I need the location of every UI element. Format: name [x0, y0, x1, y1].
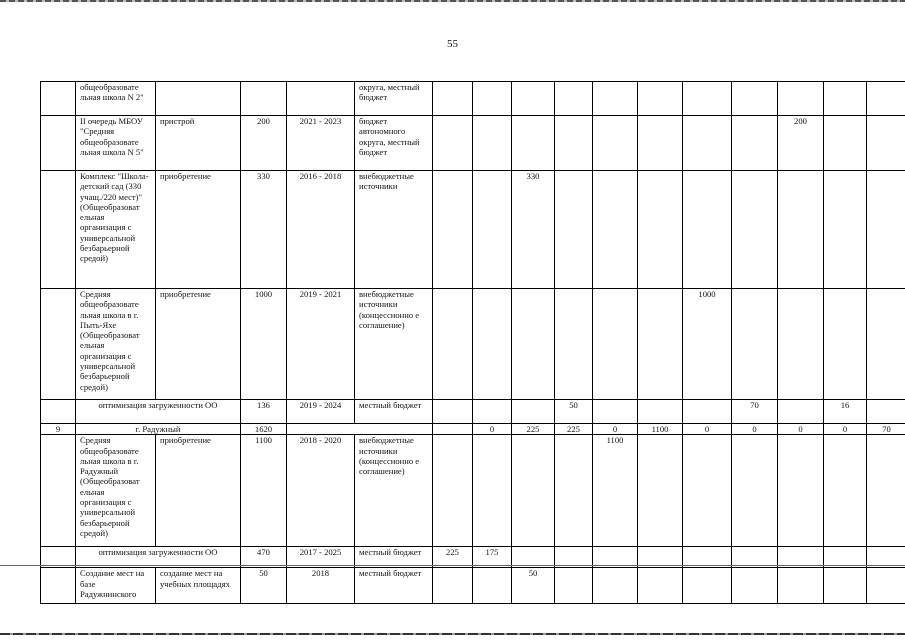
funding-source-cell: местный бюджет [355, 568, 433, 604]
value-cell [824, 289, 867, 400]
table-row [41, 289, 905, 400]
value-cell [732, 289, 778, 400]
object-name-cell: Создание мест на базе Радужнинского [76, 568, 156, 604]
value-cell [778, 400, 824, 424]
value-cell [638, 400, 683, 424]
value-cell: 0 [593, 424, 638, 435]
city-name-cell: г. Радужный [76, 424, 241, 435]
value-cell: 50 [512, 568, 555, 604]
value-cell: 225 [512, 424, 555, 435]
value-cell [824, 116, 867, 171]
period-cell: 2018 [287, 568, 355, 604]
value-cell [732, 171, 778, 289]
value-cell [512, 435, 555, 547]
period-cell: 2021 - 2023 [287, 116, 355, 171]
value-cell: 330 [512, 171, 555, 289]
work-type-cell: приобретение [156, 435, 241, 547]
value-cell: 225 [555, 424, 593, 435]
value-cell: 0 [824, 424, 867, 435]
value-cell [512, 400, 555, 424]
value-cell [683, 171, 732, 289]
funding-source-cell: бюджет автономного округа, местный бюджет [355, 116, 433, 171]
value-cell [473, 171, 512, 289]
period-cell: 2016 - 2018 [287, 171, 355, 289]
value-cell: 0 [683, 424, 732, 435]
table-row [41, 116, 905, 171]
value-cell [638, 171, 683, 289]
value-cell [433, 435, 473, 547]
summary-label-cell: оптимизация загруженности ОО [76, 400, 241, 424]
value-cell: 50 [555, 400, 593, 424]
value-cell [867, 568, 905, 604]
value-cell [824, 435, 867, 547]
value-cell [683, 400, 732, 424]
value-cell: 1100 [593, 435, 638, 547]
row-number-cell [41, 82, 76, 116]
scan-line [0, 565, 905, 566]
value-cell [593, 568, 638, 604]
funding-source-cell: внебюджетные источники (концессионно е соглашение) [355, 435, 433, 547]
value-cell [824, 171, 867, 289]
value-cell [683, 82, 732, 116]
value-cell [867, 82, 905, 116]
value-cell [555, 289, 593, 400]
value-cell [778, 435, 824, 547]
value-cell: 0 [778, 424, 824, 435]
value-cell [473, 82, 512, 116]
work-type-cell: пристрой [156, 116, 241, 171]
work-type-cell: приобретение [156, 171, 241, 289]
funding-source-cell: местный бюджет [355, 547, 433, 568]
value-cell: 0 [473, 424, 512, 435]
value-cell [638, 568, 683, 604]
value-cell [433, 289, 473, 400]
capacity-cell: 330 [241, 171, 287, 289]
value-cell [555, 435, 593, 547]
value-cell [473, 400, 512, 424]
object-name-cell: Комплекс "Школа-детский сад (330 учащ./220 мест)" (Общеобразоват ельная организация с универсальной безбарьерной средой) [76, 171, 156, 289]
value-cell: 175 [473, 547, 512, 568]
funding-source-cell: внебюджетные источники [355, 171, 433, 289]
value-cell [433, 82, 473, 116]
table-row [41, 435, 905, 547]
value-cell [778, 82, 824, 116]
page-number: 55 [447, 38, 458, 50]
value-cell [555, 82, 593, 116]
capacity-cell: 200 [241, 116, 287, 171]
object-name-cell: Средняя общеобразовате льная школа в г. Радужный (Общеобразоват ельная организация с универсальной безбарьерной средой) [76, 435, 156, 547]
period-cell [287, 82, 355, 116]
value-cell [512, 116, 555, 171]
value-cell [732, 435, 778, 547]
value-cell [512, 82, 555, 116]
value-cell [512, 289, 555, 400]
row-number-cell [41, 400, 76, 424]
value-cell [593, 289, 638, 400]
value-cell [683, 568, 732, 604]
value-cell [638, 289, 683, 400]
value-cell [433, 568, 473, 604]
value-cell: 200 [778, 116, 824, 171]
object-name-cell: общеобразовате льная школа N 2" [76, 82, 156, 116]
row-number-cell [41, 116, 76, 171]
value-cell: 1100 [638, 424, 683, 435]
value-cell [778, 289, 824, 400]
value-cell: 70 [732, 400, 778, 424]
value-cell [433, 116, 473, 171]
row-number-cell [41, 568, 76, 604]
value-cell [473, 116, 512, 171]
value-cell [433, 171, 473, 289]
capacity-cell: 50 [241, 568, 287, 604]
table-row [41, 171, 905, 289]
object-name-cell: Средняя общеобразовате льная школа в г. Пыть-Яхе (Общеобразоват ельная организация с универсальной безбарьерной средой) [76, 289, 156, 400]
period-cell: 2017 - 2025 [287, 547, 355, 568]
value-cell [555, 171, 593, 289]
table-body [41, 82, 905, 604]
value-cell [555, 116, 593, 171]
value-cell [473, 568, 512, 604]
empty-cell [433, 424, 473, 435]
value-cell [593, 171, 638, 289]
work-type-cell: приобретение [156, 289, 241, 400]
capacity-cell: 1620 [241, 424, 287, 435]
capacity-cell: 1100 [241, 435, 287, 547]
summary-label-cell: оптимизация загруженности ОО [76, 547, 241, 568]
object-name-cell: II очередь МБОУ "Средняя общеобразовате льная школа N 5" [76, 116, 156, 171]
value-cell: 70 [867, 424, 905, 435]
table-row [41, 82, 905, 116]
value-cell [593, 116, 638, 171]
period-cell: 2018 - 2020 [287, 435, 355, 547]
value-cell [638, 82, 683, 116]
work-type-cell [156, 82, 241, 116]
work-type-cell: создание мест на учебных площадях [156, 568, 241, 604]
row-number-cell: 9 [41, 424, 76, 435]
value-cell [433, 400, 473, 424]
value-cell [593, 400, 638, 424]
row-number-cell [41, 171, 76, 289]
capacity-cell: 1000 [241, 289, 287, 400]
capacity-table [40, 81, 905, 604]
value-cell [593, 82, 638, 116]
table-row [41, 400, 905, 424]
value-cell [473, 289, 512, 400]
value-cell [732, 116, 778, 171]
value-cell [824, 568, 867, 604]
value-cell [732, 82, 778, 116]
funding-source-cell: округа, местный бюджет [355, 82, 433, 116]
period-cell: 2019 - 2021 [287, 289, 355, 400]
value-cell [683, 435, 732, 547]
value-cell [867, 171, 905, 289]
value-cell [638, 435, 683, 547]
value-cell [824, 82, 867, 116]
capacity-cell: 470 [241, 547, 287, 568]
value-cell: 16 [824, 400, 867, 424]
value-cell [867, 435, 905, 547]
value-cell: 225 [433, 547, 473, 568]
value-cell: 1000 [683, 289, 732, 400]
value-cell [778, 171, 824, 289]
capacity-cell: 136 [241, 400, 287, 424]
value-cell [867, 400, 905, 424]
value-cell [778, 568, 824, 604]
empty-cell [287, 424, 433, 435]
period-cell: 2019 - 2024 [287, 400, 355, 424]
value-cell [683, 116, 732, 171]
value-cell: 0 [732, 424, 778, 435]
value-cell [732, 568, 778, 604]
value-cell [867, 116, 905, 171]
scan-edge-bottom [0, 633, 905, 635]
capacity-cell [241, 82, 287, 116]
funding-source-cell: местный бюджет [355, 400, 433, 424]
table-row [41, 424, 905, 435]
row-number-cell [41, 289, 76, 400]
value-cell [867, 289, 905, 400]
value-cell [555, 568, 593, 604]
scan-edge-top [0, 0, 905, 2]
funding-source-cell: внебюджетные источники (концессионно е соглашение) [355, 289, 433, 400]
value-cell [473, 435, 512, 547]
table-row [41, 568, 905, 604]
value-cell [638, 116, 683, 171]
row-number-cell [41, 435, 76, 547]
